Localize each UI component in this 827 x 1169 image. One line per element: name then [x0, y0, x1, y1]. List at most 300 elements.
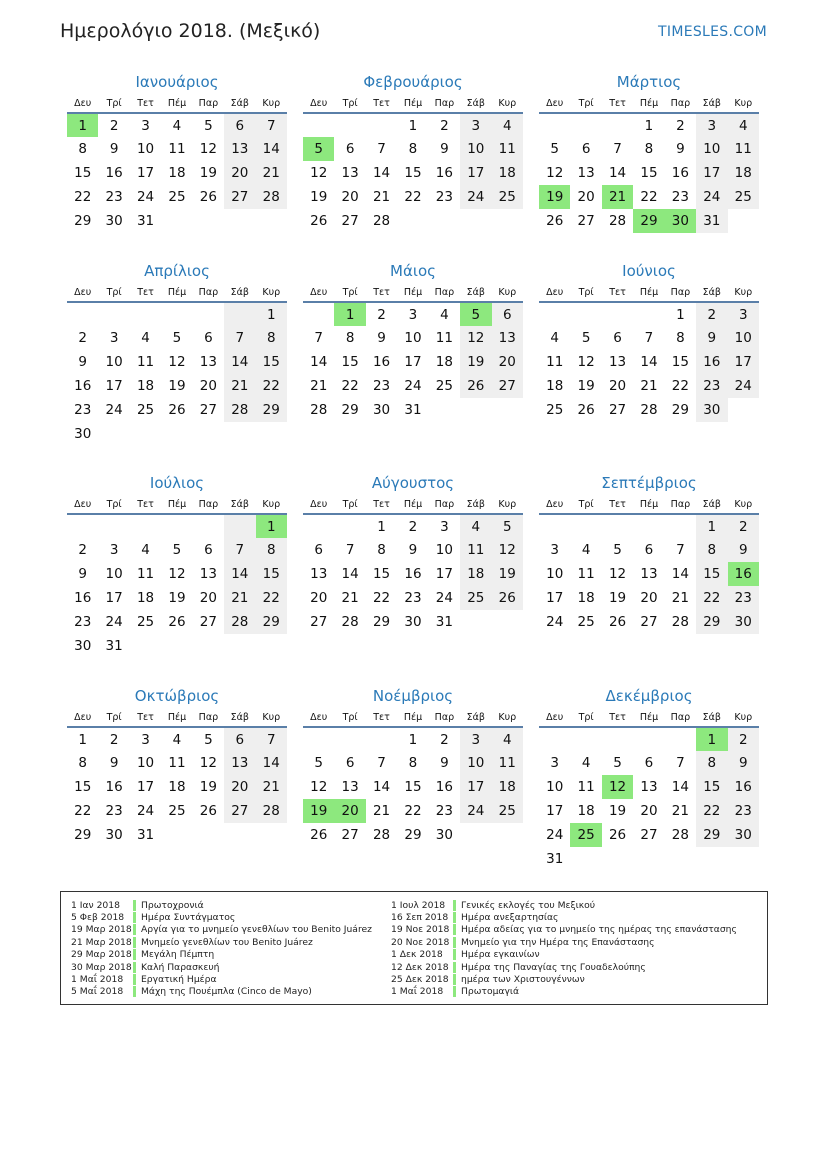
day-cell: 8 [78, 755, 87, 771]
day-cell: 22 [696, 799, 727, 823]
day-cell: 4 [141, 542, 150, 558]
day-cell: 14 [224, 562, 255, 586]
day-cell: 29 [372, 614, 391, 630]
day-cell: 4 [550, 330, 559, 346]
weekday-header: Δευ [303, 495, 334, 514]
empty-cell [193, 823, 224, 847]
day-cell: 15 [640, 165, 658, 181]
day-cell: 22 [671, 378, 689, 394]
day-cell: 9 [377, 330, 386, 346]
weekday-header: Κυρ [492, 283, 523, 302]
day-cell: 4 [141, 330, 150, 346]
weekday-header: Παρ [429, 708, 460, 727]
legend-row [391, 973, 751, 985]
day-cell: 1 [644, 117, 654, 134]
day-cell: 13 [608, 354, 627, 370]
day-cell: 3 [460, 113, 491, 137]
day-cell: 20 [577, 189, 595, 205]
site-link[interactable]: TIMESLES.COM [658, 24, 767, 40]
day-cell: 5 [550, 141, 559, 157]
legend-row [71, 924, 431, 936]
day-cell: 15 [404, 779, 422, 795]
month-calendar [67, 685, 287, 847]
empty-cell [696, 847, 727, 871]
holiday-date: 5 Φεβ 2018 [71, 912, 125, 924]
day-cell: 4 [440, 306, 449, 323]
holiday-marker [453, 937, 456, 948]
day-cell: 29 [256, 610, 287, 634]
day-cell: 31 [136, 213, 155, 229]
day-cell: 7 [676, 542, 685, 558]
empty-cell [633, 302, 664, 326]
day-cell: 9 [78, 354, 87, 370]
weekday-header: Παρ [429, 94, 460, 113]
day-cell: 16 [74, 378, 92, 394]
day-cell: 23 [728, 586, 759, 610]
empty-cell [98, 302, 129, 326]
weekday-header: Κυρ [256, 94, 287, 113]
day-cell: 2 [109, 117, 119, 134]
empty-cell [728, 847, 759, 871]
day-cell: 16 [74, 590, 92, 606]
day-cell: 9 [408, 542, 418, 558]
holiday-marker [133, 949, 136, 960]
empty-cell [334, 113, 365, 137]
holiday-marker [453, 974, 456, 985]
empty-cell [193, 302, 224, 326]
day-cell: 28 [372, 827, 391, 843]
holiday-date: 30 Μαρ 2018 [71, 961, 132, 973]
day-cell: 6 [224, 113, 255, 137]
empty-cell [492, 398, 523, 422]
holiday-name: Μνημείο γενεθλίων του Benito Juárez [141, 936, 313, 948]
day-cell: 14 [608, 165, 627, 181]
day-cell: 2 [440, 731, 449, 748]
day-cell: 25 [546, 402, 564, 418]
day-cell: 7 [676, 755, 685, 771]
day-cell: 25 [168, 803, 186, 819]
day-cell: 8 [696, 751, 727, 775]
empty-cell [130, 422, 161, 446]
day-cell: 1 [676, 306, 685, 323]
day-cell: 10 [404, 330, 422, 346]
day-cell: 8 [408, 141, 418, 157]
day-cell: 22 [341, 378, 359, 394]
day-cell: 30 [74, 638, 92, 654]
day-cell: 25 [136, 402, 155, 418]
holiday-date: 1 Δεκ 2018 [391, 949, 443, 961]
day-cell: 26 [310, 213, 328, 229]
empty-cell [193, 209, 224, 233]
holiday-date: 20 Νοε 2018 [391, 936, 450, 948]
day-cell: 22 [372, 590, 391, 606]
day-cell: 26 [608, 827, 627, 843]
day-cell: 12 [168, 566, 186, 582]
day-cell: 13 [640, 779, 658, 795]
day-cell: 23 [74, 402, 92, 418]
day-cell: 4 [460, 514, 491, 538]
weekday-header: Σάβ [224, 495, 255, 514]
month-calendar [67, 71, 287, 233]
day-cell: 1 [696, 727, 727, 751]
month-name: Μάρτιος [616, 73, 682, 91]
weekday-header: Τρί [334, 283, 365, 302]
day-cell: 29 [256, 398, 287, 422]
holiday-marker [133, 912, 136, 923]
weekday-header: Πέμ [397, 708, 428, 727]
day-cell: 3 [141, 117, 150, 134]
day-cell: 4 [581, 755, 591, 771]
weekday-header: Τρί [98, 495, 129, 514]
weekday-header: Σάβ [460, 283, 491, 302]
weekday-header: Τετ [602, 495, 633, 514]
day-cell: 3 [550, 542, 559, 558]
holiday-marker [133, 962, 136, 973]
day-cell: 3 [141, 731, 150, 748]
day-cell: 27 [224, 799, 255, 823]
weekday-header: Πέμ [161, 708, 192, 727]
empty-cell [633, 847, 664, 871]
weekday-header: Παρ [429, 495, 460, 514]
weekday-header: Τρί [570, 94, 601, 113]
day-cell: 17 [136, 165, 155, 181]
day-cell: 22 [640, 189, 658, 205]
day-cell: 30 [105, 213, 123, 229]
day-cell: 24 [105, 402, 123, 418]
weekday-header: Τρί [334, 708, 365, 727]
day-cell: 22 [74, 189, 92, 205]
empty-cell [570, 727, 601, 751]
day-cell: 2 [728, 514, 759, 538]
day-cell: 23 [728, 799, 759, 823]
day-cell: 8 [408, 755, 418, 771]
weekday-header: Σάβ [696, 495, 727, 514]
day-cell: 4 [492, 113, 523, 137]
weekday-header: Πέμ [633, 495, 664, 514]
day-cell: 6 [204, 542, 213, 558]
day-cell: 1 [408, 117, 418, 134]
day-cell: 19 [608, 590, 627, 606]
month-calendar [303, 71, 523, 233]
day-cell: 14 [310, 354, 328, 370]
day-cell: 27 [224, 185, 255, 209]
day-cell: 26 [460, 374, 491, 398]
holiday-name: Αργία για το μνημείο γενεθλίων του Benito Juárez [141, 924, 372, 936]
day-cell: 16 [105, 779, 123, 795]
day-cell: 27 [341, 827, 359, 843]
legend-row [71, 949, 431, 961]
weekday-header: Σάβ [460, 495, 491, 514]
day-cell: 11 [168, 141, 186, 157]
day-cell: 11 [492, 751, 523, 775]
holiday-date: 5 Μαΐ 2018 [71, 986, 124, 998]
day-cell: 28 [640, 402, 658, 418]
day-cell: 5 [314, 755, 323, 771]
day-cell: 27 [608, 402, 627, 418]
day-cell: 7 [314, 330, 323, 346]
empty-cell [193, 514, 224, 538]
weekday-header: Παρ [193, 283, 224, 302]
empty-cell [492, 209, 523, 233]
day-cell: 18 [577, 590, 595, 606]
empty-cell [633, 514, 664, 538]
holiday-date: 1 Ιουλ 2018 [391, 899, 446, 911]
holiday-name: Πρωτοχρονιά [141, 899, 204, 911]
page-title: Ημερολόγιο 2018. (Μεξικό) [60, 20, 321, 42]
day-cell: 20 [199, 590, 217, 606]
day-cell: 1 [377, 518, 386, 535]
day-cell: 31 [136, 827, 155, 843]
day-cell: 9 [78, 566, 87, 582]
day-cell: 7 [224, 326, 255, 350]
day-cell: 27 [640, 614, 658, 630]
day-cell: 14 [671, 566, 689, 582]
weekday-header: Σάβ [696, 94, 727, 113]
holiday-name: Πρωτομαγιά [461, 986, 520, 998]
empty-cell [665, 514, 696, 538]
day-cell: 21 [602, 185, 633, 209]
day-cell: 12 [546, 165, 564, 181]
weekday-header: Σάβ [224, 708, 255, 727]
day-cell: 26 [199, 803, 217, 819]
day-cell: 21 [671, 803, 689, 819]
day-cell: 26 [492, 586, 523, 610]
holiday-name: Εργατική Ημέρα [141, 974, 217, 986]
day-cell: 7 [377, 141, 386, 157]
empty-cell [130, 634, 161, 658]
day-cell: 28 [608, 213, 627, 229]
empty-cell [602, 113, 633, 137]
empty-cell [633, 727, 664, 751]
day-cell: 17 [546, 803, 564, 819]
month-calendar [539, 472, 759, 634]
empty-cell [397, 209, 428, 233]
day-cell: 9 [109, 141, 119, 157]
weekday-header: Δευ [303, 708, 334, 727]
empty-cell [224, 823, 255, 847]
weekday-header: Παρ [665, 708, 696, 727]
empty-cell [161, 209, 192, 233]
day-cell: 10 [136, 755, 155, 771]
day-cell: 26 [168, 402, 186, 418]
day-cell: 22 [696, 586, 727, 610]
day-cell: 4 [581, 542, 591, 558]
weekday-header: Σάβ [696, 708, 727, 727]
day-cell: 5 [492, 514, 523, 538]
month-name: Μάιος [390, 262, 436, 280]
day-cell: 20 [341, 189, 359, 205]
day-cell: 6 [224, 727, 255, 751]
weekday-header: Πέμ [397, 283, 428, 302]
weekday-header: Τρί [334, 94, 365, 113]
empty-cell [665, 727, 696, 751]
weekday-header: Τετ [130, 283, 161, 302]
holiday-date: 21 Μαρ 2018 [71, 936, 132, 948]
holiday-date: 1 Μαΐ 2018 [391, 986, 444, 998]
weekday-header: Κυρ [256, 495, 287, 514]
day-cell: 4 [172, 117, 182, 134]
day-cell: 21 [224, 586, 255, 610]
day-cell: 28 [372, 213, 391, 229]
day-cell: 17 [460, 161, 491, 185]
day-cell: 18 [492, 775, 523, 799]
weekday-header: Κυρ [492, 708, 523, 727]
day-cell: 28 [671, 827, 689, 843]
legend-row [391, 911, 751, 923]
weekday-header: Πέμ [633, 94, 664, 113]
day-cell: 28 [224, 610, 255, 634]
day-cell: 9 [696, 326, 727, 350]
day-cell: 6 [492, 302, 523, 326]
day-cell: 2 [408, 518, 418, 535]
empty-cell [539, 302, 570, 326]
day-cell: 17 [728, 350, 759, 374]
day-cell: 9 [676, 141, 685, 157]
day-cell: 12 [199, 141, 217, 157]
day-cell: 8 [256, 326, 287, 350]
month-name: Ιούλιος [149, 474, 205, 492]
holiday-date: 1 Ιαν 2018 [71, 899, 120, 911]
weekday-header: Δευ [67, 94, 98, 113]
day-cell: 21 [310, 378, 328, 394]
day-cell: 5 [303, 137, 334, 161]
empty-cell [193, 634, 224, 658]
day-cell: 24 [136, 189, 155, 205]
weekday-header: Τρί [98, 94, 129, 113]
day-cell: 15 [696, 775, 727, 799]
day-cell: 17 [435, 566, 453, 582]
day-cell: 5 [172, 330, 182, 346]
day-cell: 24 [435, 590, 453, 606]
day-cell: 10 [136, 141, 155, 157]
day-cell: 8 [377, 542, 386, 558]
holiday-marker [453, 949, 456, 960]
day-cell: 21 [256, 775, 287, 799]
day-cell: 23 [696, 374, 727, 398]
day-cell: 10 [435, 542, 453, 558]
day-cell: 7 [377, 755, 386, 771]
weekday-header: Τρί [334, 495, 365, 514]
day-cell: 5 [613, 542, 622, 558]
weekday-header: Σάβ [460, 94, 491, 113]
day-cell: 22 [74, 803, 92, 819]
month-calendar [303, 260, 523, 422]
empty-cell [539, 514, 570, 538]
weekday-header: Σάβ [460, 708, 491, 727]
weekday-header: Τετ [602, 94, 633, 113]
day-cell: 23 [435, 189, 453, 205]
day-cell: 8 [256, 538, 287, 562]
weekday-header: Τετ [602, 283, 633, 302]
holiday-legend [60, 891, 768, 1005]
day-cell: 5 [172, 542, 182, 558]
holiday-marker [453, 900, 456, 911]
empty-cell [665, 847, 696, 871]
legend-row [391, 924, 751, 936]
empty-cell [602, 302, 633, 326]
day-cell: 29 [671, 402, 689, 418]
day-cell: 15 [74, 779, 92, 795]
day-cell: 13 [640, 566, 658, 582]
legend-row [71, 973, 431, 985]
day-cell: 10 [696, 137, 727, 161]
day-cell: 18 [168, 165, 186, 181]
weekday-header: Κυρ [256, 283, 287, 302]
day-cell: 5 [204, 117, 213, 134]
holiday-date: 19 Μαρ 2018 [71, 924, 132, 936]
day-cell: 15 [404, 165, 422, 181]
weekday-header: Πέμ [633, 708, 664, 727]
day-cell: 30 [696, 398, 727, 422]
day-cell: 29 [341, 402, 359, 418]
empty-cell [492, 823, 523, 847]
empty-cell [492, 610, 523, 634]
weekday-header: Κυρ [728, 283, 759, 302]
weekday-header: Παρ [665, 283, 696, 302]
day-cell: 20 [224, 161, 255, 185]
day-cell: 27 [341, 213, 359, 229]
day-cell: 3 [408, 306, 418, 323]
empty-cell [98, 514, 129, 538]
month-calendar [67, 472, 287, 658]
day-cell: 19 [310, 189, 328, 205]
day-cell: 8 [676, 330, 685, 346]
month-calendar [539, 685, 759, 871]
weekday-header: Τρί [570, 283, 601, 302]
day-cell: 1 [67, 113, 98, 137]
month-name: Σεπτέμβριος [601, 474, 697, 492]
weekday-header: Τετ [366, 495, 397, 514]
month-name: Δεκέμβριος [605, 687, 693, 705]
day-cell: 19 [168, 590, 186, 606]
day-cell: 22 [256, 586, 287, 610]
day-cell: 12 [608, 566, 627, 582]
empty-cell [224, 634, 255, 658]
day-cell: 6 [644, 755, 654, 771]
holiday-name: Ημέρα αδείας για το μνημείο της ημέρας της επανάστασης [461, 924, 737, 936]
day-cell: 15 [341, 354, 359, 370]
day-cell: 16 [372, 354, 391, 370]
day-cell: 11 [435, 330, 453, 346]
day-cell: 27 [199, 402, 217, 418]
holiday-name: Ημέρα εγκαινίων [461, 949, 540, 961]
weekday-header: Δευ [539, 495, 570, 514]
day-cell: 26 [546, 213, 564, 229]
day-cell: 31 [546, 851, 564, 867]
day-cell: 7 [345, 542, 355, 558]
day-cell: 17 [105, 590, 123, 606]
day-cell: 19 [539, 185, 570, 209]
empty-cell [460, 209, 491, 233]
weekday-header: Παρ [193, 495, 224, 514]
empty-cell [570, 514, 601, 538]
day-cell: 7 [224, 538, 255, 562]
empty-cell [303, 727, 334, 751]
legend-row [391, 936, 751, 948]
day-cell: 2 [109, 731, 119, 748]
weekday-header: Κυρ [728, 708, 759, 727]
weekday-header: Δευ [303, 283, 334, 302]
day-cell: 5 [613, 755, 622, 771]
day-cell: 27 [577, 213, 595, 229]
day-cell: 11 [492, 137, 523, 161]
weekday-header: Παρ [429, 283, 460, 302]
empty-cell [334, 727, 365, 751]
day-cell: 18 [136, 590, 155, 606]
day-cell: 20 [492, 350, 523, 374]
day-cell: 30 [404, 614, 422, 630]
day-cell: 21 [671, 590, 689, 606]
